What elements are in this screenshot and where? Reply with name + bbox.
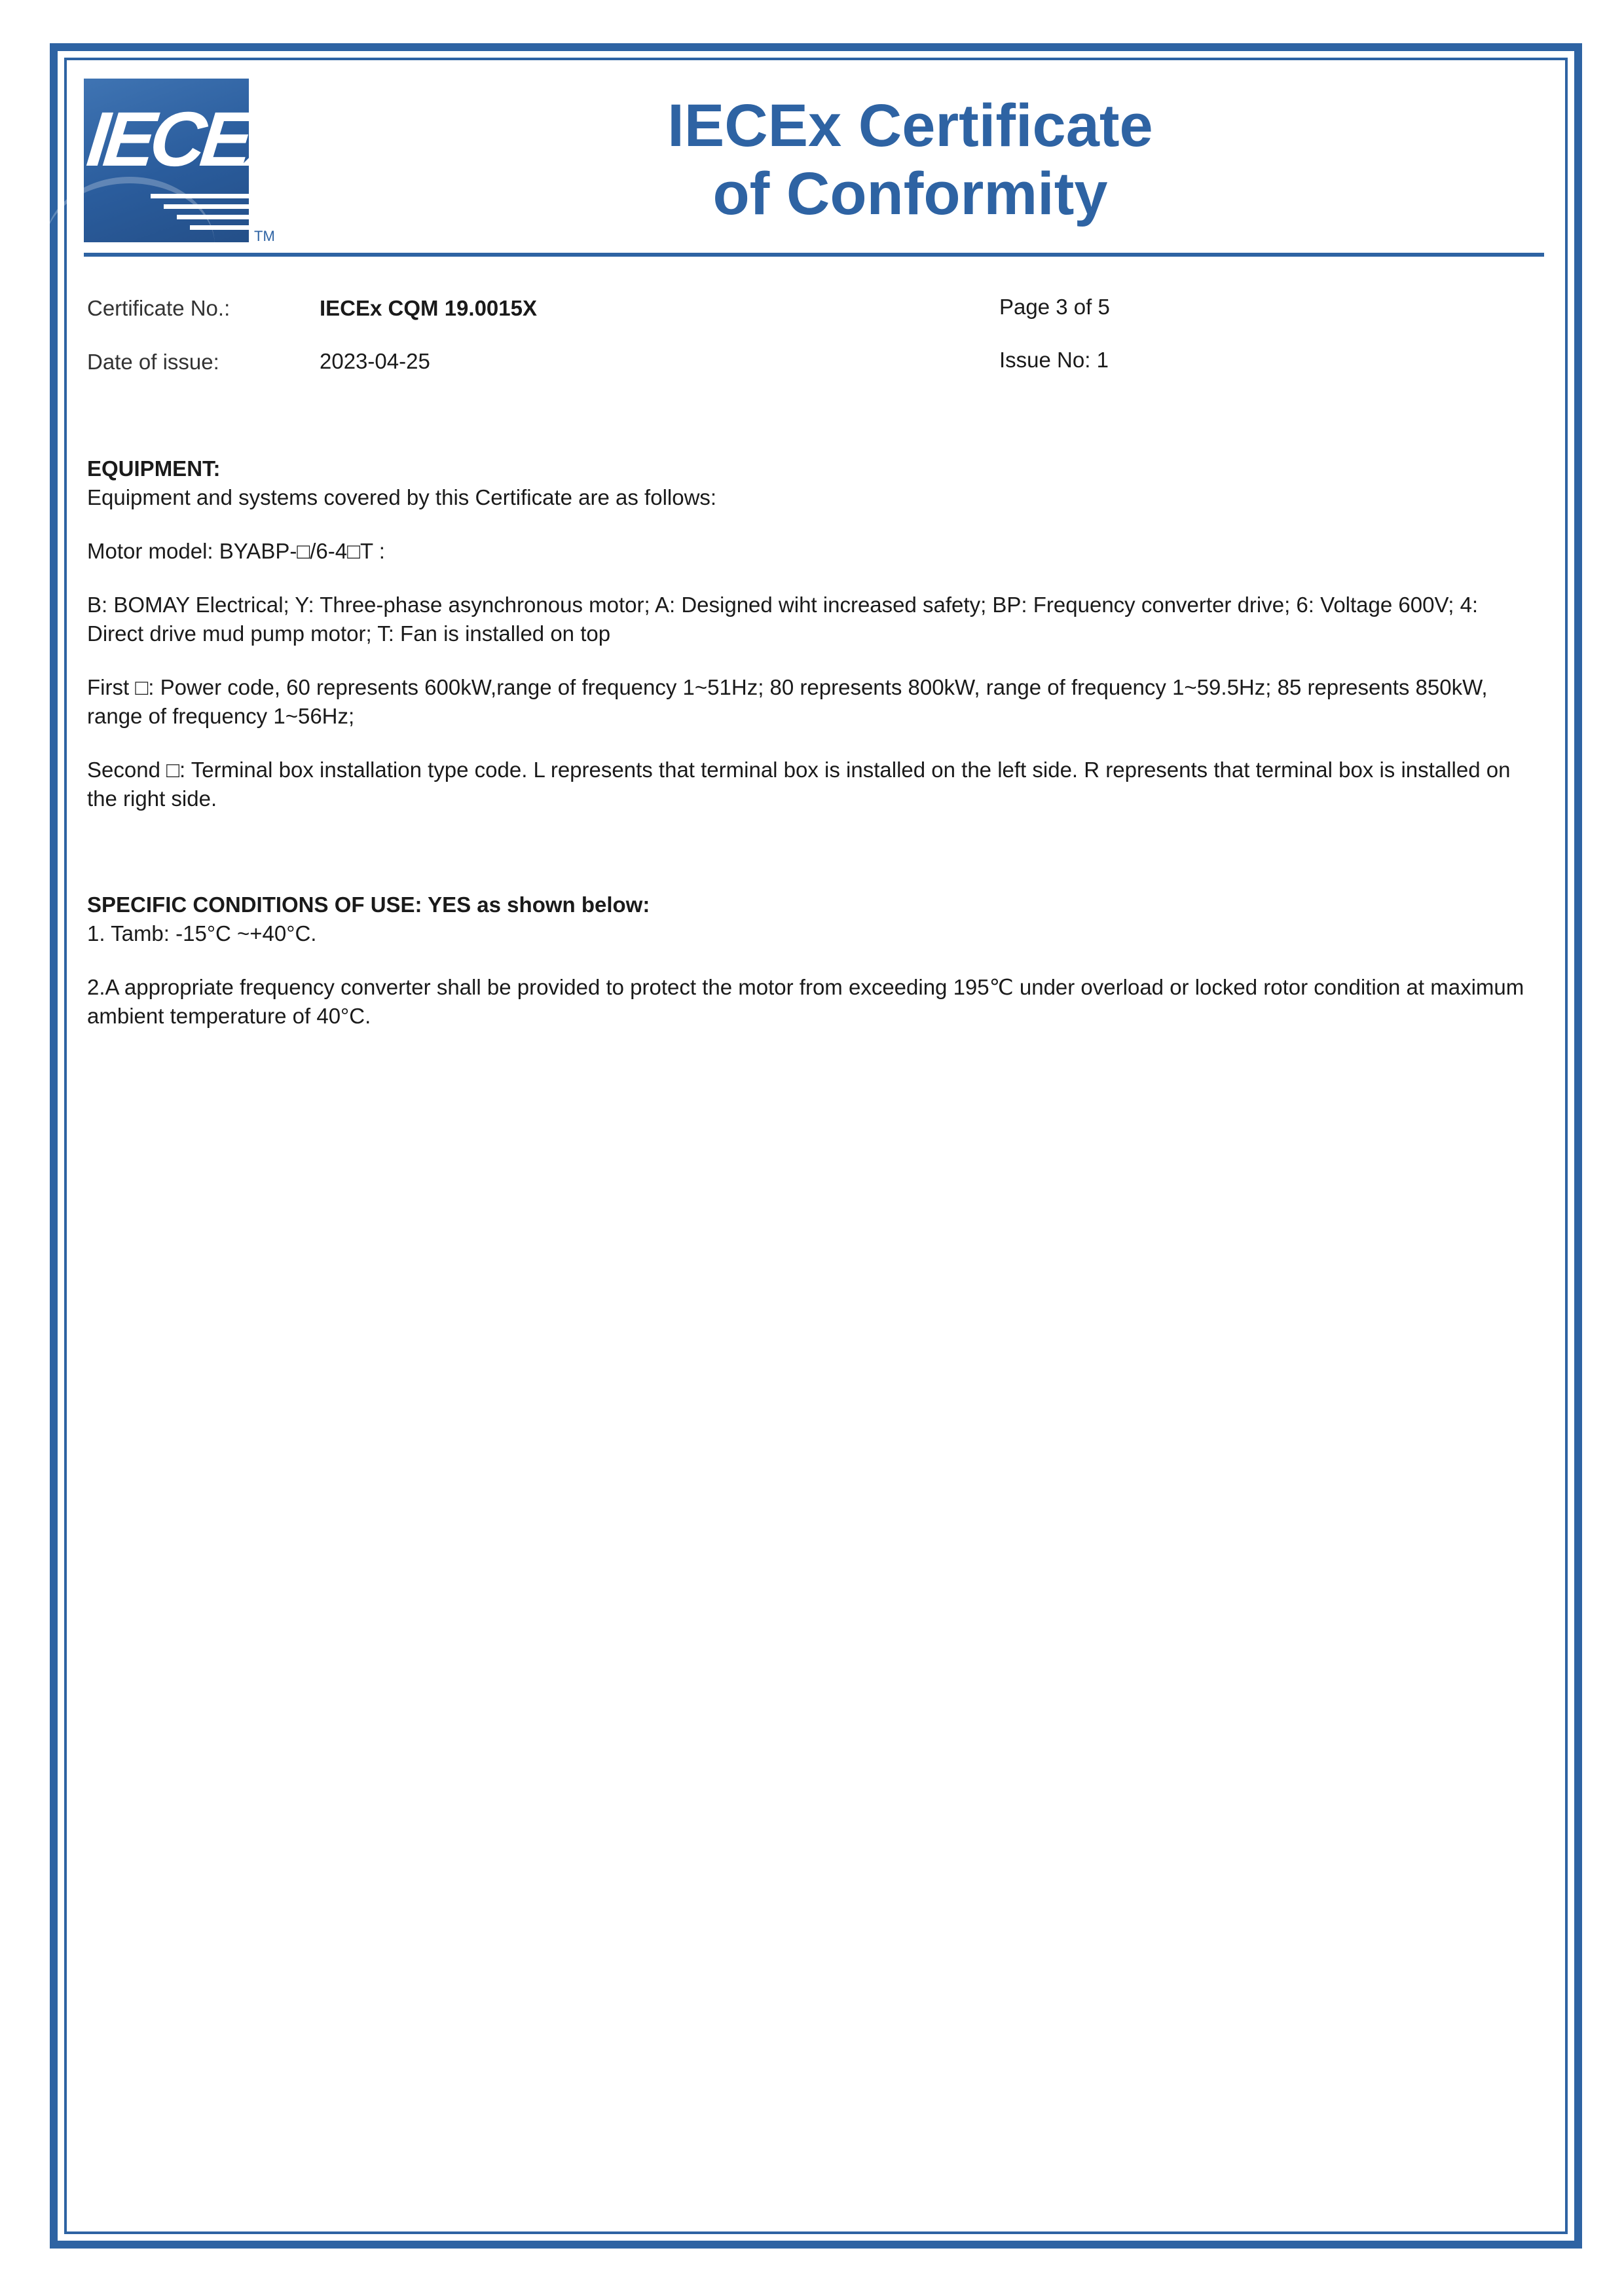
title-line-1: IECEx Certificate	[667, 92, 1153, 159]
title-line-2: of Conformity	[712, 160, 1108, 227]
first-code-explanation: First □: Power code, 60 represents 600kW,range of frequency 1~51Hz; 80 represents 800kW, range of frequency 1~59.5Hz; 85 represents 850kW, range of frequency 1~56Hz;	[87, 675, 1488, 728]
logo-lines-decoration	[149, 194, 249, 240]
page-number: Page 3 of 5	[999, 295, 1110, 319]
condition-item-2: 2.A appropriate frequency converter shall be provided to protect the motor from exceeding 195℃ under overload or locked rotor condition at maximum ambient temperature of 40°C.	[87, 975, 1524, 1028]
motor-model: Motor model: BYABP-□/6-4□T :	[87, 539, 385, 563]
condition-item-1: 1. Tamb: -15°C ~+40°C.	[87, 921, 317, 946]
certificate-number-label: Certificate No.:	[87, 296, 231, 320]
date-of-issue-value: 2023-04-25	[320, 349, 430, 373]
second-code-explanation: Second □: Terminal box installation type code. L represents that terminal box is installed on the left side. R represents that terminal box is installed on the right side.	[87, 758, 1511, 811]
trademark-mark: TM	[254, 228, 275, 244]
issue-number: Issue No: 1	[999, 348, 1109, 372]
inner-border	[64, 58, 1568, 2234]
equipment-heading: EQUIPMENT:	[87, 456, 221, 481]
page-title	[576, 92, 1244, 228]
certificate-number-value: IECEx CQM 19.0015X	[320, 296, 537, 320]
conditions-heading: SPECIFIC CONDITIONS OF USE: YES as shown below:	[87, 892, 650, 917]
model-code-explanation: B: BOMAY Electrical; Y: Three-phase asynchronous motor; A: Designed wiht increased safety; BP: Frequency converter drive; 6: Voltage 600V; 4: Direct drive mud pump motor; T: Fan is installed on top	[87, 593, 1479, 646]
certificate-body	[87, 454, 1528, 1031]
header-divider	[84, 253, 1544, 257]
date-of-issue-label: Date of issue:	[87, 350, 219, 374]
equipment-intro: Equipment and systems covered by this Certificate are as follows:	[87, 485, 717, 509]
logo-text: IECEx	[83, 96, 289, 183]
